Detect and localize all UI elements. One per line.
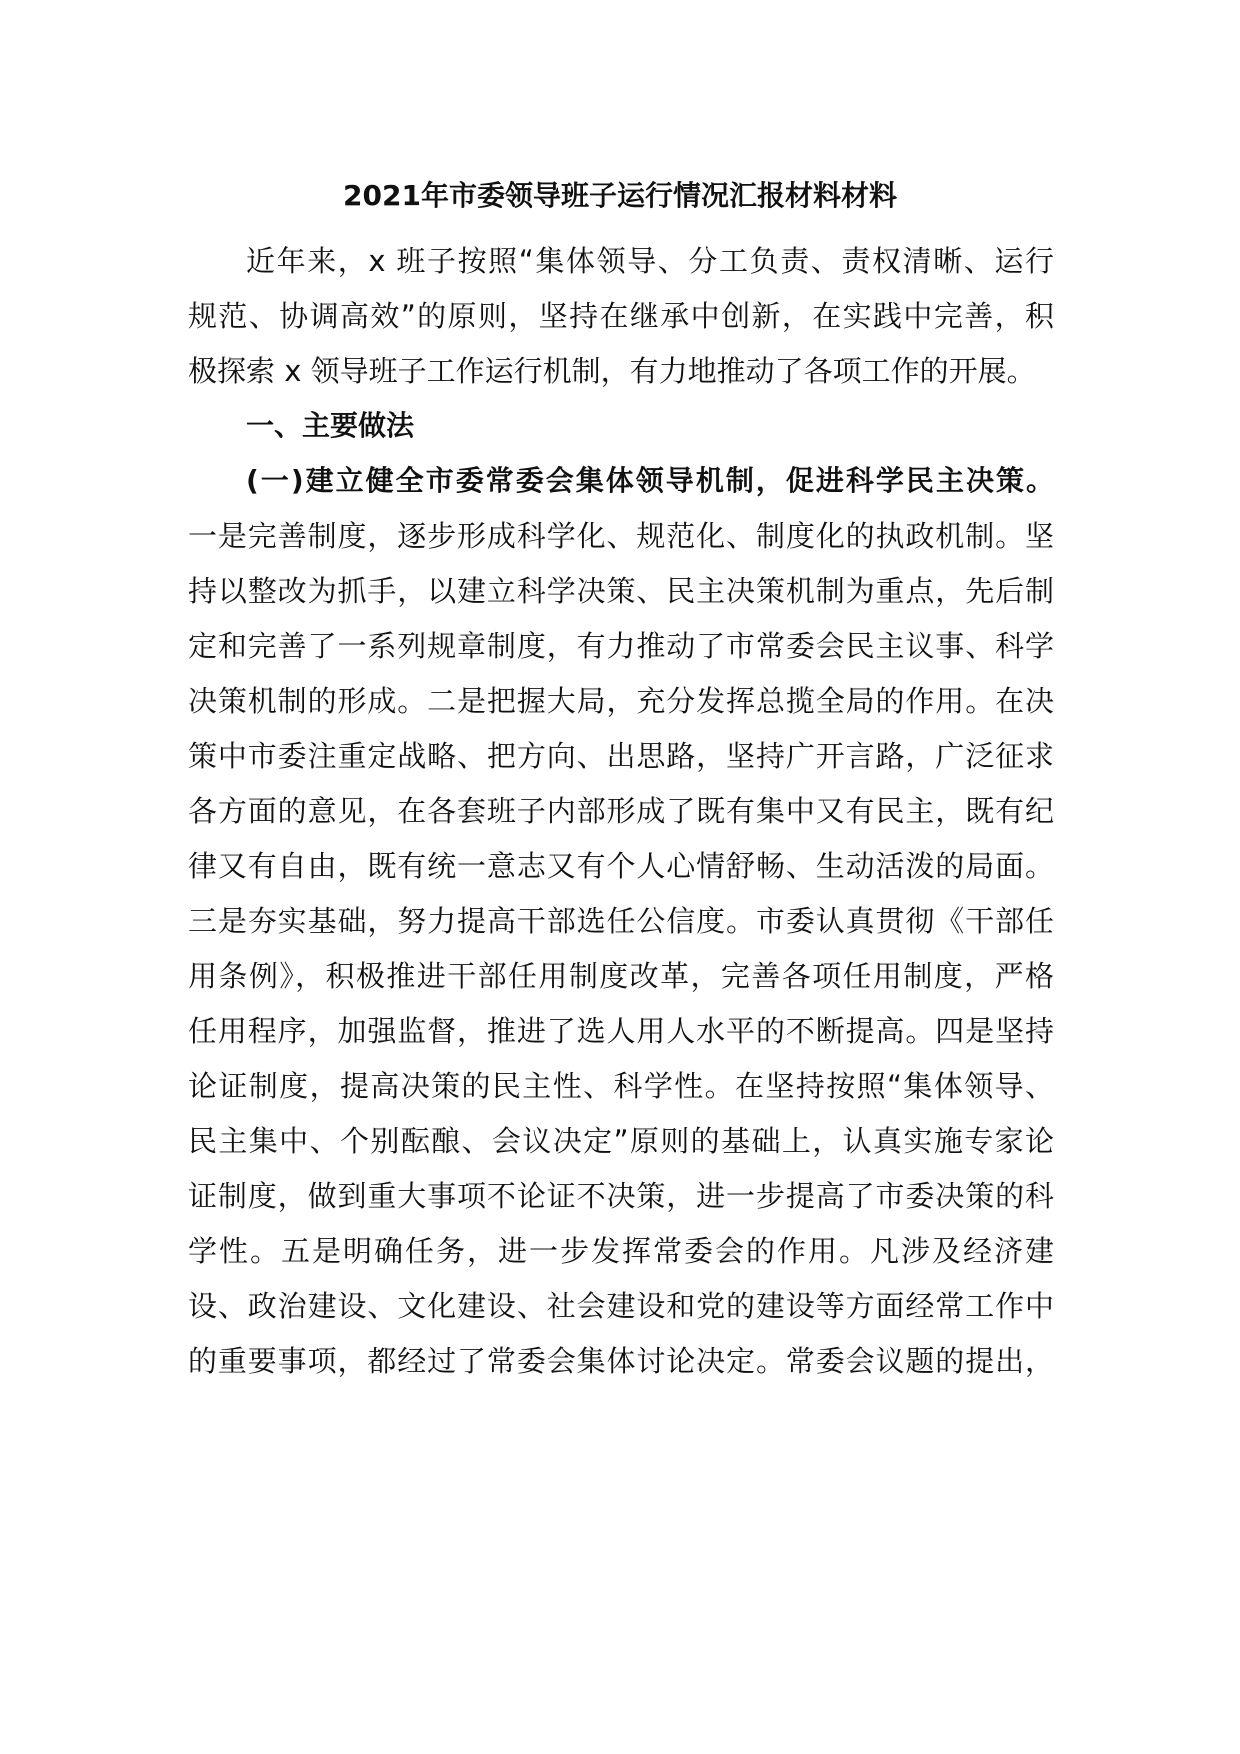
paragraph-line: 定和完善了一系列规章制度，有力推动了市常委会民主议事、科学 <box>188 629 1054 663</box>
paragraph-line: 一是完善制度，逐步形成科学化、规范化、制度化的执政机制。坚 <box>188 519 1054 553</box>
paragraph-line: 策中市委注重定战略、把方向、出思路，坚持广开言路，广泛征求 <box>188 739 1054 773</box>
paragraph-line: 极探索 x 领导班子工作运行机制，有力地推动了各项工作的开展。 <box>188 354 1036 388</box>
paragraph-line: 任用程序，加强监督，推进了选人用人水平的不断提高。四是坚持 <box>188 1014 1054 1048</box>
paragraph-line: 决策机制的形成。二是把握大局，充分发挥总揽全局的作用。在决 <box>188 684 1054 718</box>
paragraph-line: 用条例》，积极推进干部任用制度改革，完善各项任用制度，严格 <box>188 959 1054 993</box>
paragraph-line: 的重要事项，都经过了常委会集体讨论决定。常委会议题的提出， <box>188 1344 1054 1378</box>
paragraph-line: 近年来，x 班子按照“集体领导、分工负责、责权清晰、运行 <box>246 244 1054 278</box>
paragraph-line: 设、政治建设、文化建设、社会建设和党的建设等方面经常工作中 <box>188 1289 1054 1323</box>
paragraph-line: 三是夯实基础，努力提高干部选任公信度。市委认真贯彻《干部任 <box>188 904 1054 938</box>
section-heading: 一、主要做法 <box>246 409 415 442</box>
paragraph-line: 律又有自由，既有统一意志又有个人心情舒畅、生动活泼的局面。 <box>188 849 1054 883</box>
paragraph-line: 规范、协调高效”的原则，坚持在继承中创新，在实践中完善，积 <box>188 299 1054 333</box>
paragraph-line: 各方面的意见，在各套班子内部形成了既有集中又有民主，既有纪 <box>188 794 1054 828</box>
subsection-heading: (一)建立健全市委常委会集体领导机制，促进科学民主决策。 <box>246 464 1054 497</box>
paragraph-line: 学性。五是明确任务，进一步发挥常委会的作用。凡涉及经济建 <box>188 1234 1054 1268</box>
paragraph-line: 民主集中、个别酝酿、会议决定”原则的基础上，认真实施专家论 <box>188 1124 1054 1158</box>
paragraph-line: 论证制度，提高决策的民主性、科学性。在坚持按照“集体领导、 <box>188 1069 1054 1103</box>
paragraph-line: 证制度，做到重大事项不论证不决策，进一步提高了市委决策的科 <box>188 1179 1054 1213</box>
paragraph-line: 持以整改为抓手，以建立科学决策、民主决策机制为重点，先后制 <box>188 574 1054 608</box>
document-title: 2021年市委领导班子运行情况汇报材料材料 <box>343 179 897 212</box>
